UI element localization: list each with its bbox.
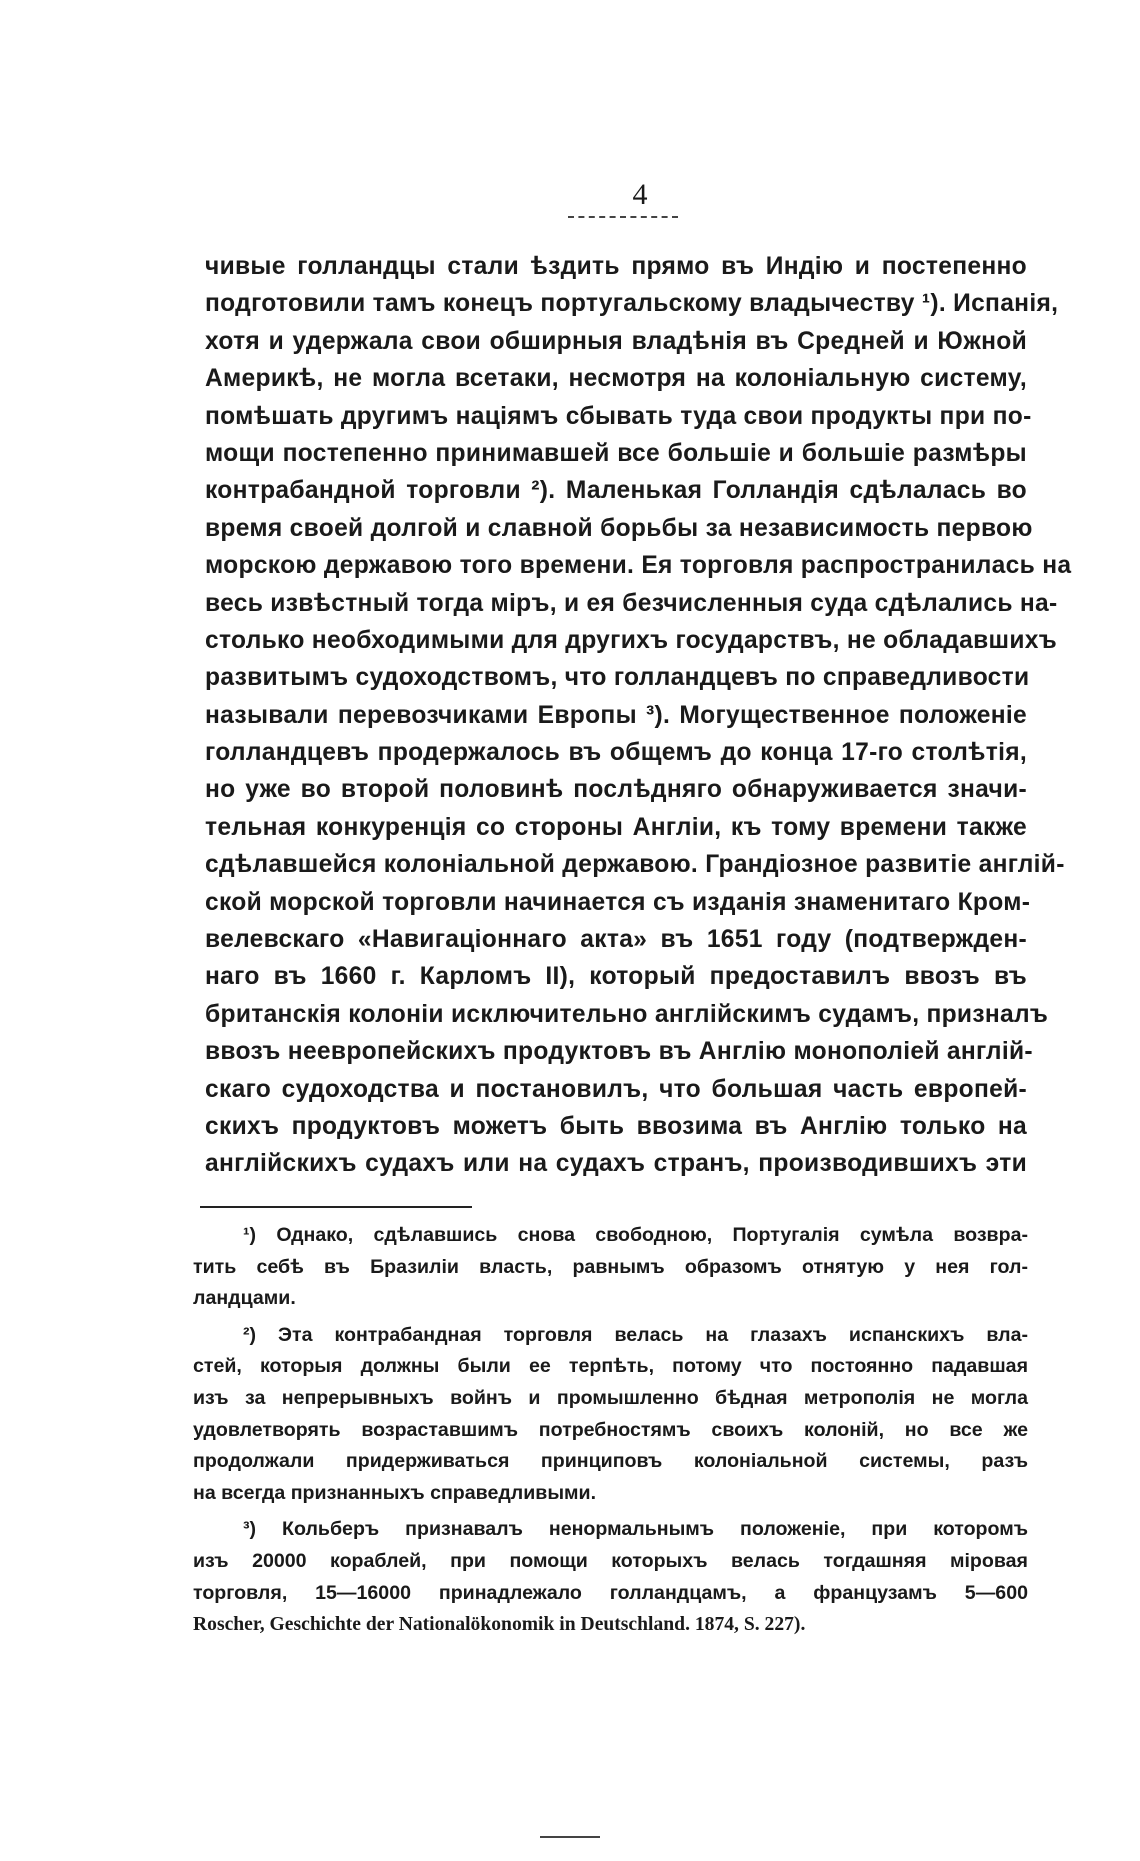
- text-line: Америкѣ, не могла всетаки, несмотря на колоніальную систему,: [205, 365, 1027, 393]
- main-text-block: [205, 248, 1072, 1183]
- footnote-2: [193, 1320, 1028, 1510]
- footnote-3: [193, 1514, 1028, 1640]
- bottom-mark: [540, 1836, 600, 1838]
- text-line: морскою державою того времени. Ея торговля распространилась на: [205, 552, 1072, 580]
- text-line: столько необходимыми для другихъ государствъ, не обладавшихъ: [205, 626, 1057, 654]
- text-line: англійскихъ судахъ или на судахъ странъ, производившихъ эти: [205, 1150, 1027, 1178]
- footnote-line: тить себѣ въ Бразиліи власть, равнымъ образомъ отнятую у нея гол-: [193, 1255, 1028, 1278]
- text-line: наго въ 1660 г. Карломъ II), который предоставилъ ввозъ въ: [205, 963, 1027, 991]
- text-line: голландцевъ продержалось въ общемъ до конца 17-го столѣтія,: [205, 739, 1027, 767]
- footnote-line: изъ 20000 кораблей, при помощи которыхъ велась тогдашняя міровая: [193, 1549, 1028, 1572]
- text-line: чивые голландцы стали ѣздить прямо въ Индію и постепенно: [205, 253, 1027, 280]
- text-line: британскія колоніи исключительно англійскимъ судамъ, призналъ: [205, 1000, 1049, 1028]
- text-line: ввозъ неевропейскихъ продуктовъ въ Англію монополіей англій-: [205, 1038, 1033, 1066]
- text-line: контрабандной торговли ²). Маленькая Голландія сдѣлалась во: [205, 477, 1027, 505]
- footnote-line: ³) Кольберъ признавалъ ненормальнымъ положеніе, при которомъ: [243, 1518, 1028, 1541]
- text-line: называли перевозчиками Европы ³). Могущественное положеніе: [205, 701, 1027, 729]
- text-line: скаго судоходства и постановилъ, что большая часть европей-: [205, 1075, 1027, 1103]
- footnote-line: продолжали придерживаться принциповъ колоніальной системы, разъ: [193, 1450, 1028, 1473]
- text-line: подготовили тамъ конецъ португальскому владычеству ¹). Испанія,: [205, 290, 1059, 318]
- text-line: но уже во второй половинѣ послѣдняго обнаруживается значи-: [205, 776, 1027, 804]
- text-line: хотя и удержала свои обширныя владѣнія въ Средней и Южной: [205, 327, 1027, 355]
- text-line: тельная конкуренція со стороны Англіи, къ тому времени также: [205, 813, 1027, 841]
- text-line: велевскаго «Навигаціоннаго акта» въ 1651 году (подтвержден-: [205, 926, 1027, 954]
- footnote-line: удовлетворять возраставшимъ потребностямъ своихъ колоній, но все же: [193, 1418, 1028, 1441]
- footnote-line: ¹) Однако, сдѣлавшись снова свободною, Португалія сумѣла возвра-: [243, 1224, 1028, 1246]
- footnote-line: на всегда признанныхъ справедливыми.: [193, 1481, 597, 1504]
- page-number: 4: [632, 178, 648, 211]
- page-number-underline: [568, 216, 678, 218]
- footnote-line: стей, которыя должны были ее терпѣть, потому что постоянно падавшая: [193, 1355, 1028, 1378]
- footnote-separator: [200, 1206, 472, 1208]
- text-line: мощи постепенно принимавшей все большіе и большіе размѣры: [205, 439, 1027, 467]
- footnote-line: изъ за непрерывныхъ войнъ и промышленно бѣдная метрополія не могла: [193, 1386, 1028, 1409]
- footnotes: [193, 1220, 1028, 1646]
- text-line: сдѣлавшейся колоніальной державою. Грандіозное развитіе англій-: [205, 851, 1065, 879]
- footnote-line: ²) Эта контрабандная торговля велась на глазахъ испанскихъ вла-: [243, 1323, 1028, 1346]
- footnote-line: Roscher, Geschichte der Nationalökonomik in Deutschland. 1874, S. 227).: [193, 1614, 806, 1636]
- text-line: ской морской торговли начинается съ изданія знаменитаго Кром-: [205, 888, 1031, 916]
- text-line: время своей долгой и славной борьбы за независимость первою: [205, 514, 1033, 542]
- text-line: весь извѣстный тогда міръ, и ея безчисленныя суда сдѣлались на-: [205, 589, 1058, 617]
- text-line: помѣшать другимъ націямъ сбывать туда свои продукты при по-: [205, 402, 1032, 430]
- text-line: скихъ продуктовъ можетъ быть ввозима въ Англію только на: [205, 1112, 1027, 1140]
- text-line: развитымъ судоходствомъ, что голландцевъ по справедливости: [205, 664, 1030, 692]
- footnote-1: [193, 1220, 1028, 1315]
- footnote-line: торговля, 15—16000 принадлежало голландцамъ, а французамъ 5—600: [193, 1581, 1028, 1604]
- footnote-line: ландцами.: [193, 1287, 296, 1310]
